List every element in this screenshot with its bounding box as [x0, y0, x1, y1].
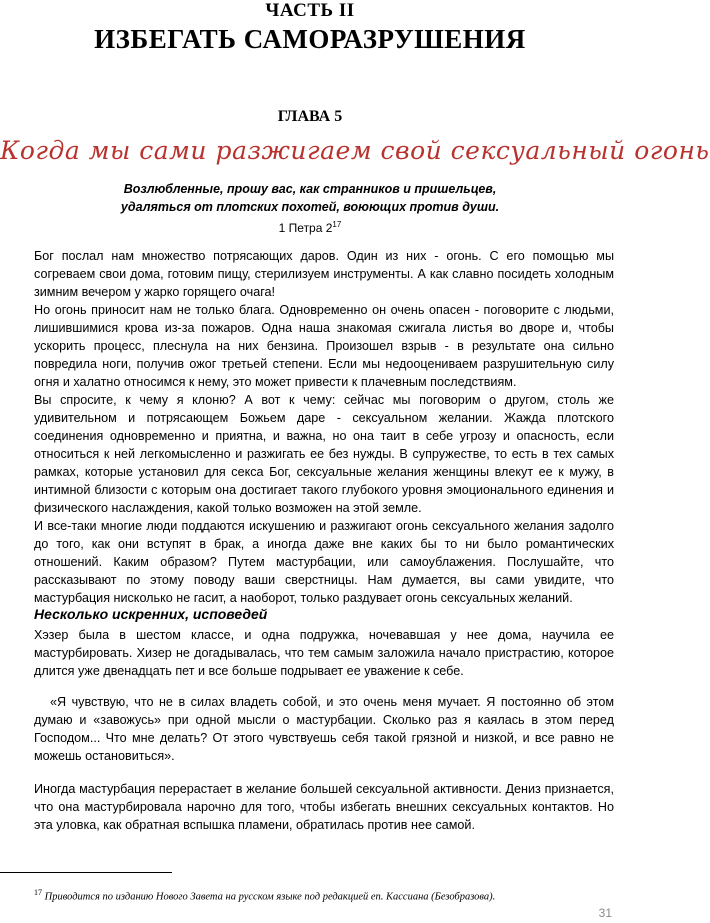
- epigraph-ref-text: 1 Петра 2: [278, 221, 333, 235]
- footnote-divider: [0, 872, 172, 873]
- paragraph-1: Бог послал нам множество потрясающих даров. Один из них - огонь. С его помощью мы согреваем свои дома, готовим пищу, стерилизуем инструменты. А как славно посидеть холодным зимним вечером у жарко горящего очага!: [34, 249, 614, 299]
- section-heading: Несколько искренних, исповедей: [34, 606, 268, 622]
- section-paragraph: Хэзер была в шестом классе, и одна подружка, ночевавшая у нее дома, научила ее мастурбировать. Хизер не догадывалась, что тем самым заложила начало пристрастию, которое длится уже двенадцать пет и все больше подрывает ее уважение к себе.: [34, 628, 614, 678]
- footnote-number: 17: [34, 888, 42, 897]
- epigraph-line-1: Возлюбленные, прошу вас, как странников и пришельцев,: [123, 182, 497, 196]
- epigraph-footnote-marker[interactable]: 17: [332, 220, 342, 229]
- part-label: ЧАСТЬ II: [265, 0, 355, 21]
- page-number: 31: [598, 906, 612, 920]
- chapter-title: Когда мы сами разжигаем свой сексуальный огонь: [0, 136, 710, 165]
- chapter-label: ГЛАВА 5: [277, 108, 343, 125]
- paragraph-3: Вы спросите, к чему я клоню? А вот к чему: сейчас мы поговорим о другом, столь же удивительном и потрясающем Божьем даре - сексуальном желании. Жажда плотского соединения одновременно и приятна, и важна, но она таит в себе угрозу и опасность, если относиться к ней легкомысленно и разжигать ее без нужды. В супружестве, то есть в тех самых рамках, которые установил для секса Бог, сексуальные желания женщины влекут ее к мужу, в интимной близости с которым она достигает такого глубокого уровня эмоционального единения и физического наслаждения, какой только возможен на этой земле.: [34, 393, 614, 515]
- footnote: [34, 888, 594, 903]
- epigraph: [30, 180, 590, 237]
- section-paragraph-2: Иногда мастурбация перерастает в желание большей сексуальной активности. Дениз признается, что она мастурбировала нарочно для того, чтобы избегать внешних сексуальных контактов. Но эта уловка, как обратная вспышка пламени, обратилась против нее самой.: [34, 782, 614, 832]
- footnote-text: Приводится по изданию Нового Завета на русском языке под редакцией еп. Кассиана (Безобразова).: [44, 891, 496, 903]
- paragraph-2: Но огонь приносит нам не только блага. Одновременно он очень опасен - поговорите с людьми, лишившимися крова из-за пожаров. Одна наша знакомая сжигала листья во дворе и, чтобы ускорить процесс, плеснула на них бензина. Произошел взрыв - в результате она сильно повредила ноги, получив ожог третьей степени. Если мы недооцениваем разрушительную силу огня и халатно относимся к нему, это может привести к плачевным последствиям.: [34, 303, 614, 389]
- testimony-quote: «Я чувствую, что не в силах владеть собой, и это очень меня мучает. Я постоянно об этом думаю и «завожусь» при одной мысли о мастурбации. Сколько раз я каялась в этом перед Господом... Что мне делать? От этого чувствуешь себя такой грязной и низкой, и все равно не можешь остановиться».: [34, 695, 614, 763]
- paragraph-4: И все-таки многие люди поддаются искушению и разжигают огонь сексуального желания задолго до того, как они вступят в брак, а иногда даже вне каких бы то ни было романтических отношений. Каким образом? Путем мастурбации, или самоублажения. Послушайте, что рассказывают по этому поводу ваши сверстницы. Нам думается, вы сами увидите, что мастурбация нисколько не гасит, а наоборот, только раздувает огонь сексуальных желаний.: [34, 519, 614, 605]
- intro-body: [34, 247, 614, 607]
- part-title: ИЗБЕГАТЬ САМОРАЗРУШЕНИЯ: [94, 24, 526, 54]
- epigraph-reference: [30, 216, 590, 237]
- epigraph-line-2: удаляться от плотских похотей, воюющих против души.: [120, 200, 500, 214]
